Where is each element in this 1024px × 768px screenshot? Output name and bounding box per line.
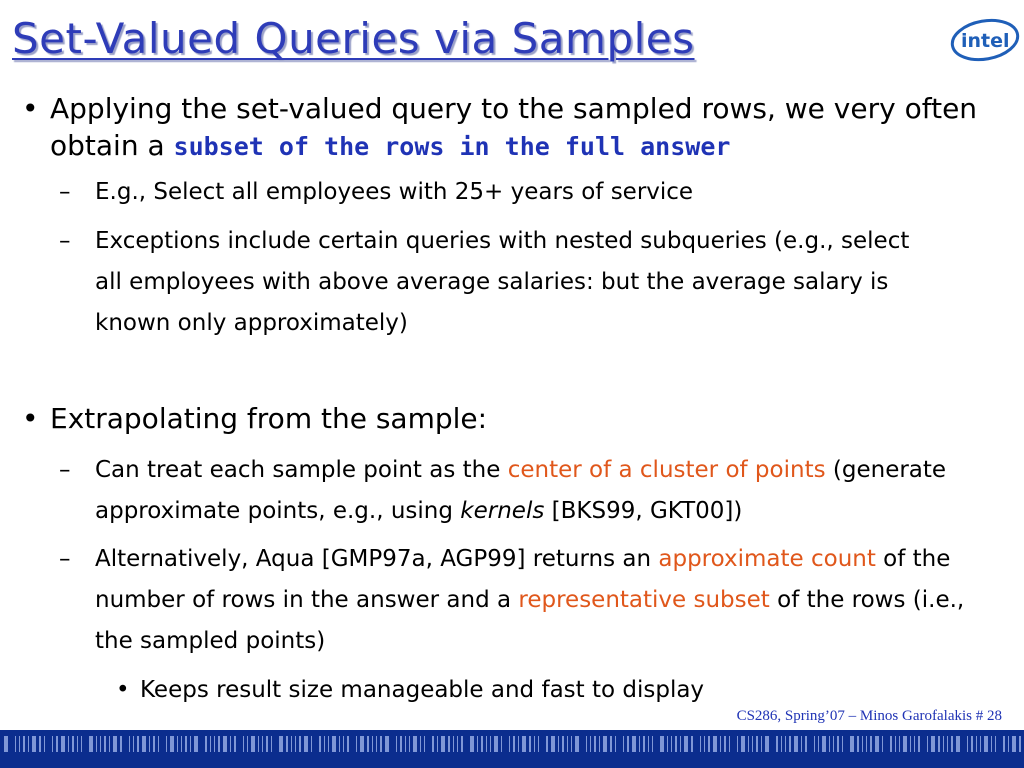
sub-bullet-2-2-text-2: of the number of rows in the answer and a bbox=[95, 546, 951, 613]
sub-bullet-2-2-text: Alternatively, Aqua [GMP97a, AGP99] returns an bbox=[95, 546, 659, 572]
bullet-2-text: Extrapolating from the sample: bbox=[50, 402, 488, 435]
svg-text:intel: intel bbox=[961, 30, 1010, 52]
slide-title: Set-Valued Queries via Samples bbox=[12, 14, 695, 63]
bullet-2 bbox=[22, 400, 1000, 437]
sub-bullet-dash: – bbox=[59, 179, 71, 205]
intel-logo bbox=[948, 16, 1022, 64]
barcode-decoration bbox=[0, 730, 1024, 768]
sub-bullet-2-2-highlight-1: approximate count bbox=[658, 546, 876, 572]
sub-bullet-dash: – bbox=[59, 546, 71, 572]
sub-bullet-2-1-text-3: [BKS99, GKT00]) bbox=[544, 498, 743, 524]
sub-bullet-dash: – bbox=[59, 228, 71, 254]
sub-bullet-1-2-text: Exceptions include certain queries with nested subqueries (e.g., select all employees with above average salaries: but the average salary is known only approximately) bbox=[95, 228, 910, 336]
bullet-dot: • bbox=[22, 92, 39, 125]
sub-bullet-2-1-highlight: center of a cluster of points bbox=[507, 457, 826, 483]
slide-footer: CS286, Spring’07 – Minos Garofalakis # 28 bbox=[736, 708, 1002, 724]
bullet-dot: • bbox=[116, 677, 130, 703]
sub-bullet-2-1-italic: kernels bbox=[460, 498, 545, 524]
bullet-1-text: Applying the set-valued query to the sampled rows, we very often obtain a bbox=[50, 92, 978, 162]
sub-bullet-2-2-text-3: of the rows (i.e., the sampled points) bbox=[95, 587, 965, 654]
sub-sub-bullet-text: Keeps result size manageable and fast to display bbox=[140, 677, 705, 703]
bullet-1 bbox=[22, 90, 1000, 165]
sub-bullet-2-2-highlight-2: representative subset bbox=[518, 587, 770, 613]
bullet-dot: • bbox=[22, 402, 39, 435]
sub-bullet-1-1 bbox=[59, 172, 995, 213]
sub-bullet-2-1-text: Can treat each sample point as the bbox=[95, 457, 508, 483]
footer-bar bbox=[0, 730, 1024, 768]
sub-bullet-1-1-text: E.g., Select all employees with 25+ years of service bbox=[95, 179, 694, 205]
sub-bullet-2-1-text-2: (generate approximate points, e.g., using bbox=[95, 457, 947, 524]
sub-bullet-1-2 bbox=[59, 221, 935, 344]
sub-bullet-dash: – bbox=[59, 457, 71, 483]
sub-bullet-2-1 bbox=[59, 450, 1000, 532]
bullet-1-highlight: subset of the rows in the full answer bbox=[173, 132, 731, 161]
sub-sub-bullet-2-2-1 bbox=[116, 675, 1000, 705]
sub-bullet-2-2 bbox=[59, 539, 1000, 662]
